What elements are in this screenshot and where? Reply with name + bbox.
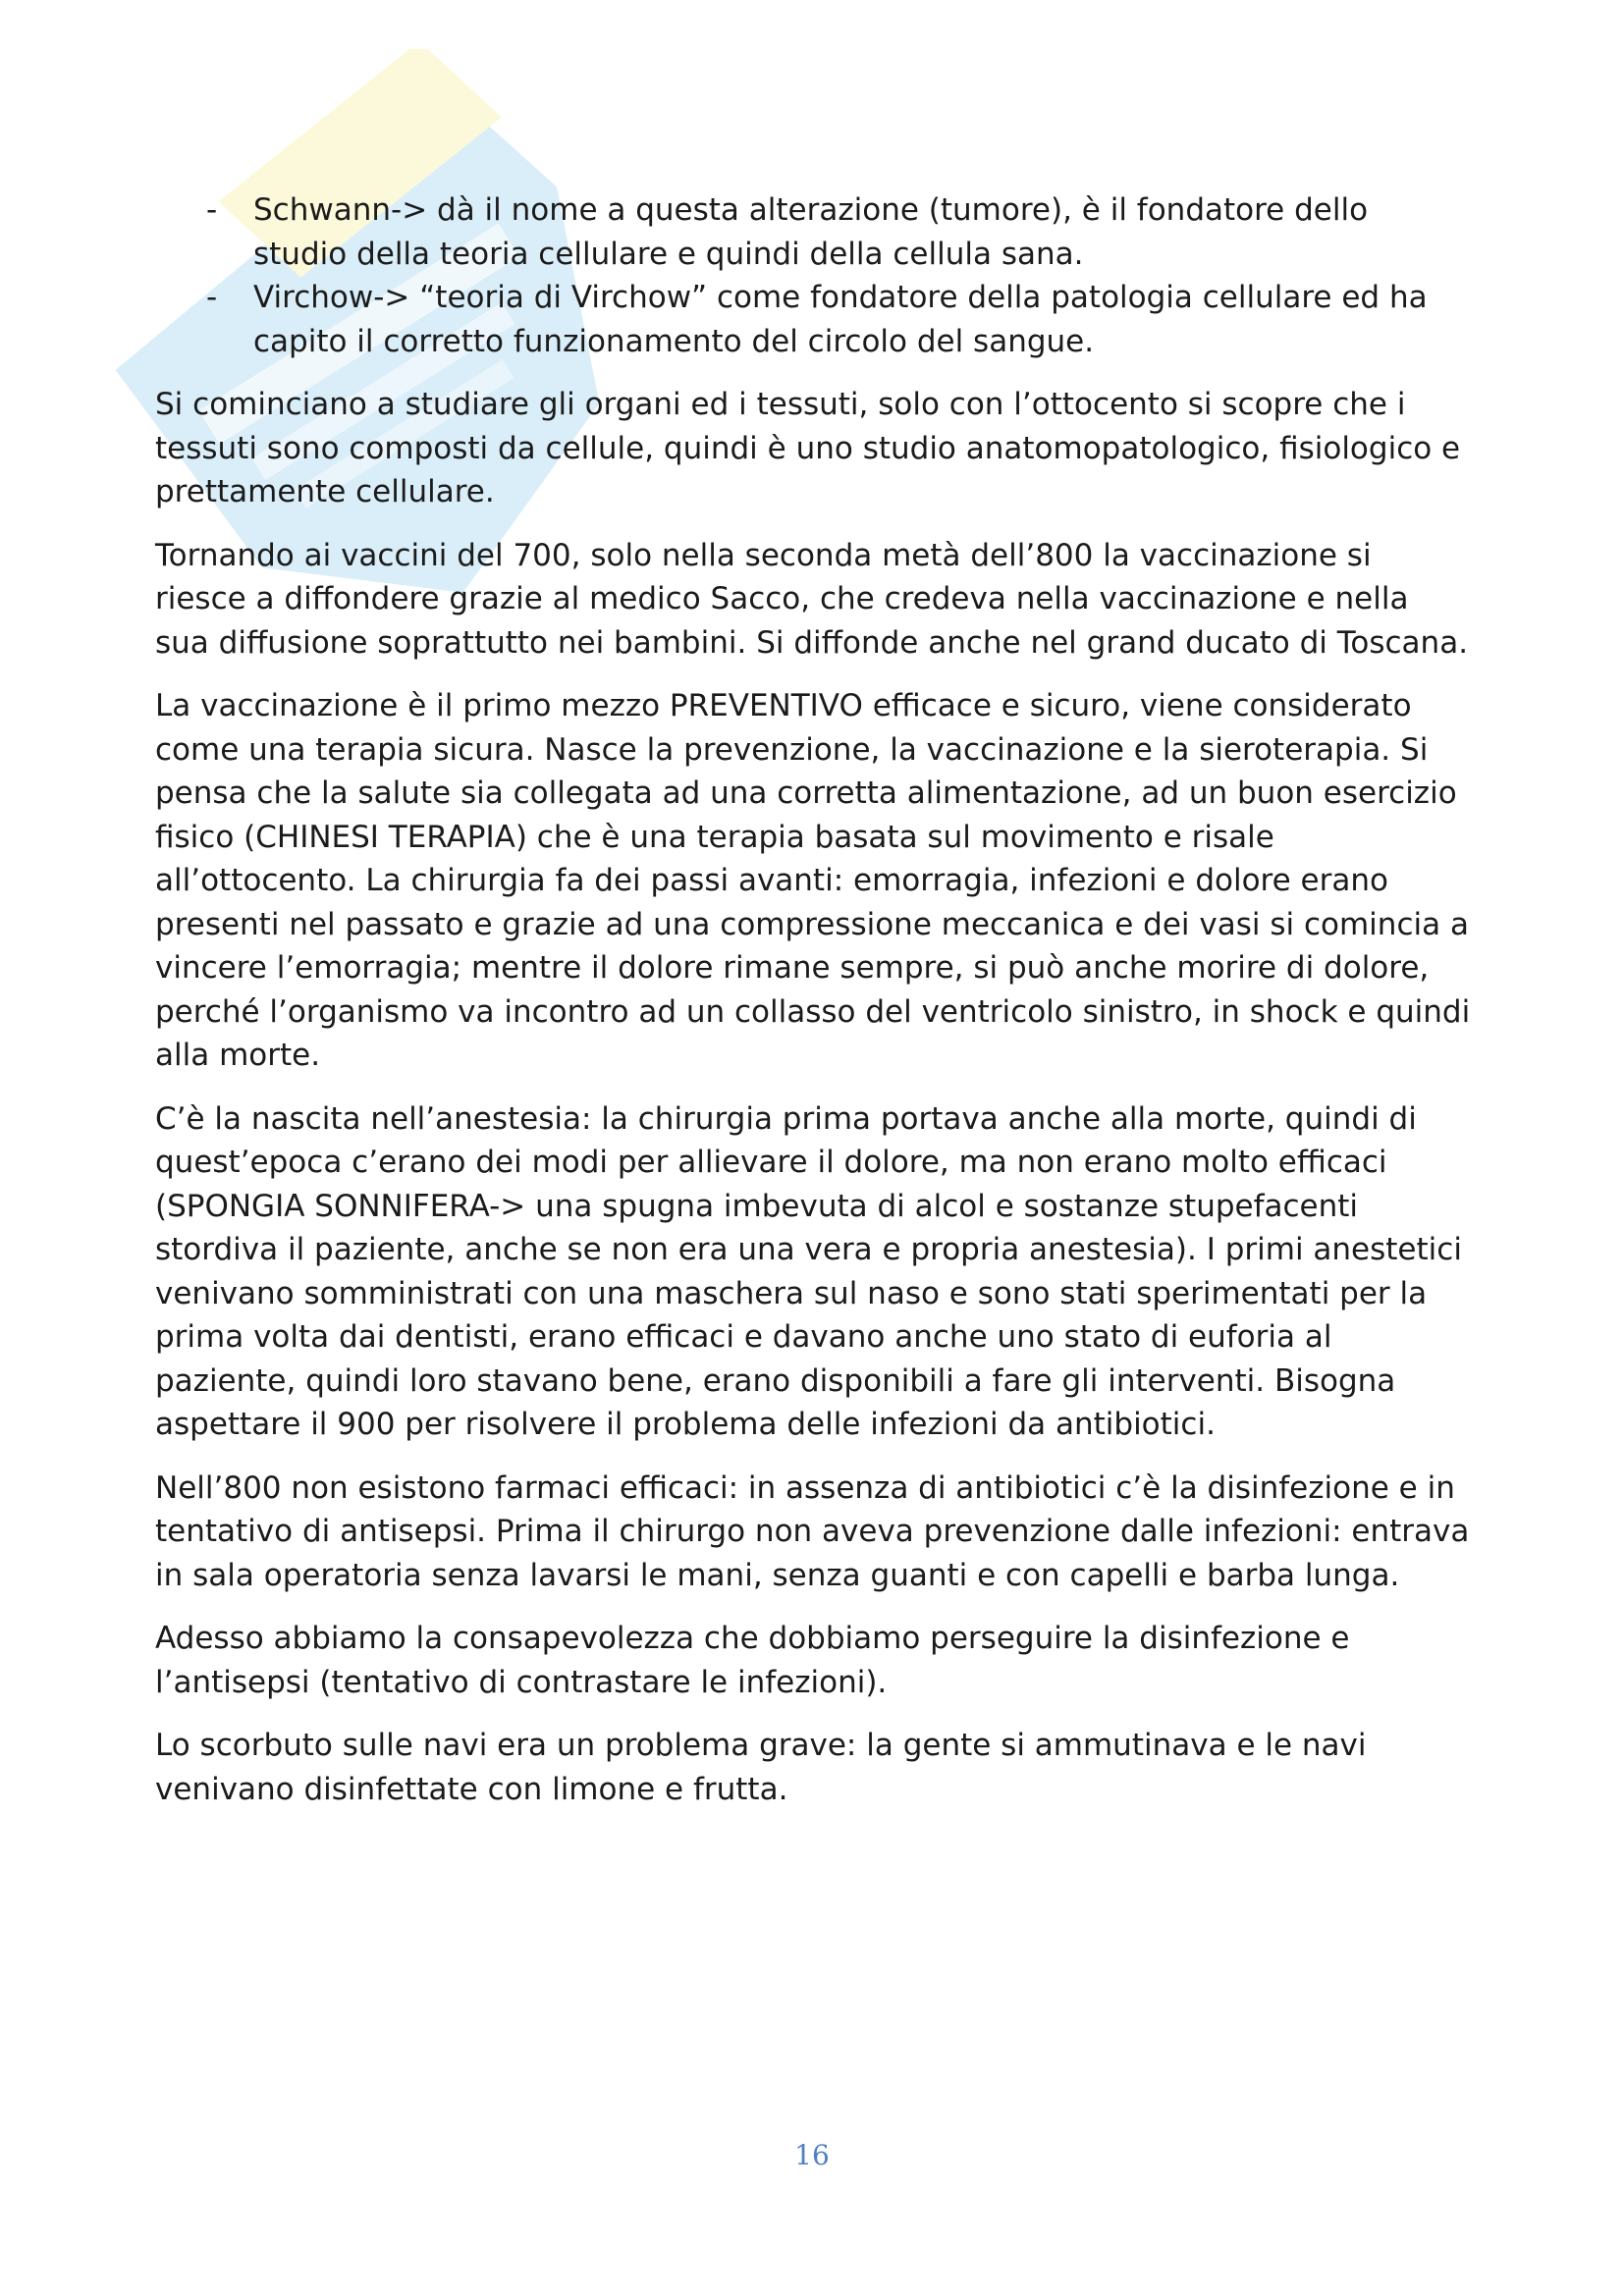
document-body bbox=[155, 188, 1471, 1831]
bullet-list bbox=[155, 188, 1471, 363]
paragraph-vaccinazione-prevenzione: La vaccinazione è il primo mezzo PREVENTIVO efficace e sicuro, viene considerato come una terapia sicura. Nasce la prevenzione, la vaccinazione e la sieroterapia. Si pensa che la salute sia collegata ad una corretta alimentazione, ad un buon esercizio fisico (CHINESI TERAPIA) che è una terapia basata sul movimento e risale all’ottocento. La chirurgia fa dei passi avanti: emorragia, infezioni e dolore erano presenti nel passato e grazie ad una compressione meccanica e dei vasi si comincia a vincere l’emorragia; mentre il dolore rimane sempre, si può anche morire di dolore, perché l’organismo va incontro ad un collasso del ventricolo sinistro, in shock e quindi alla morte. bbox=[155, 688, 1471, 1073]
bullet-text: Virchow-> “teoria di Virchow” come fondatore della patologia cellulare ed ha capito il corretto funzionamento del circolo del sangue. bbox=[253, 280, 1428, 359]
bullet-dash: - bbox=[206, 192, 218, 228]
bullet-item-virchow bbox=[155, 276, 1471, 363]
page-number: 16 bbox=[794, 2139, 830, 2171]
paragraph-disinfezione: Nell’800 non esistono farmaci efficaci: in assenza di antibiotici c’è la disinfezione e in tentativo di antisepsi. Prima il chirurgo non aveva prevenzione dalle infezioni: entrava in sala operatoria senza lavarsi le mani, senza guanti e con capelli e barba lunga. bbox=[155, 1469, 1470, 1593]
paragraph-organi-tessuti: Si cominciano a studiare gli organi ed i tessuti, solo con l’ottocento si scopre che i tessuti sono composti da cellule, quindi è uno studio anatomopatologico, fisiologico e prettamente cellulare. bbox=[155, 387, 1461, 509]
paragraph-scorbuto: Lo scorbuto sulle navi era un problema grave: la gente si ammutinava e le navi venivano disinfettate con limone e frutta. bbox=[155, 1728, 1367, 1807]
paragraph-anestesia: C’è la nascita nell’anestesia: la chirurgia prima portava anche alla morte, quindi di quest’epoca c’erano dei modi per allievare il dolore, ma non erano molto efficaci (SPONGIA SONNIFERA-> una spugna imbevuta di alcol e sostanze stupefacenti stordiva il paziente, anche se non era una vera e propria anestesia). I primi anestetici venivano somministrati con una maschera sul naso e sono stati sperimentati per la prima volta dai dentisti, erano efficaci e davano anche uno stato di euforia al paziente, quindi loro stavano bene, erano disponibili a fare gli interventi. Bisogna aspettare il 900 per risolvere il problema delle infezioni da antibiotici. bbox=[155, 1100, 1462, 1442]
bullet-text: Schwann-> dà il nome a questa alterazione (tumore), è il fondatore dello studio della teoria cellulare e quindi della cellula sana. bbox=[253, 192, 1369, 272]
paragraph-antisepsi: Adesso abbiamo la consapevolezza che dobbiamo perseguire la disinfezione e l’antisepsi (tentativo di contrastare le infezioni). bbox=[155, 1621, 1350, 1700]
paragraph-vaccini: Tornando ai vaccini del 700, solo nella seconda metà dell’800 la vaccinazione si riesce a diffondere grazie al medico Sacco, che credeva nella vaccinazione e nella sua diffusione soprattutto nei bambini. Si diffonde anche nel grand ducato di Toscana. bbox=[155, 537, 1469, 661]
bullet-dash: - bbox=[206, 280, 218, 315]
bullet-item-schwann bbox=[155, 188, 1471, 276]
